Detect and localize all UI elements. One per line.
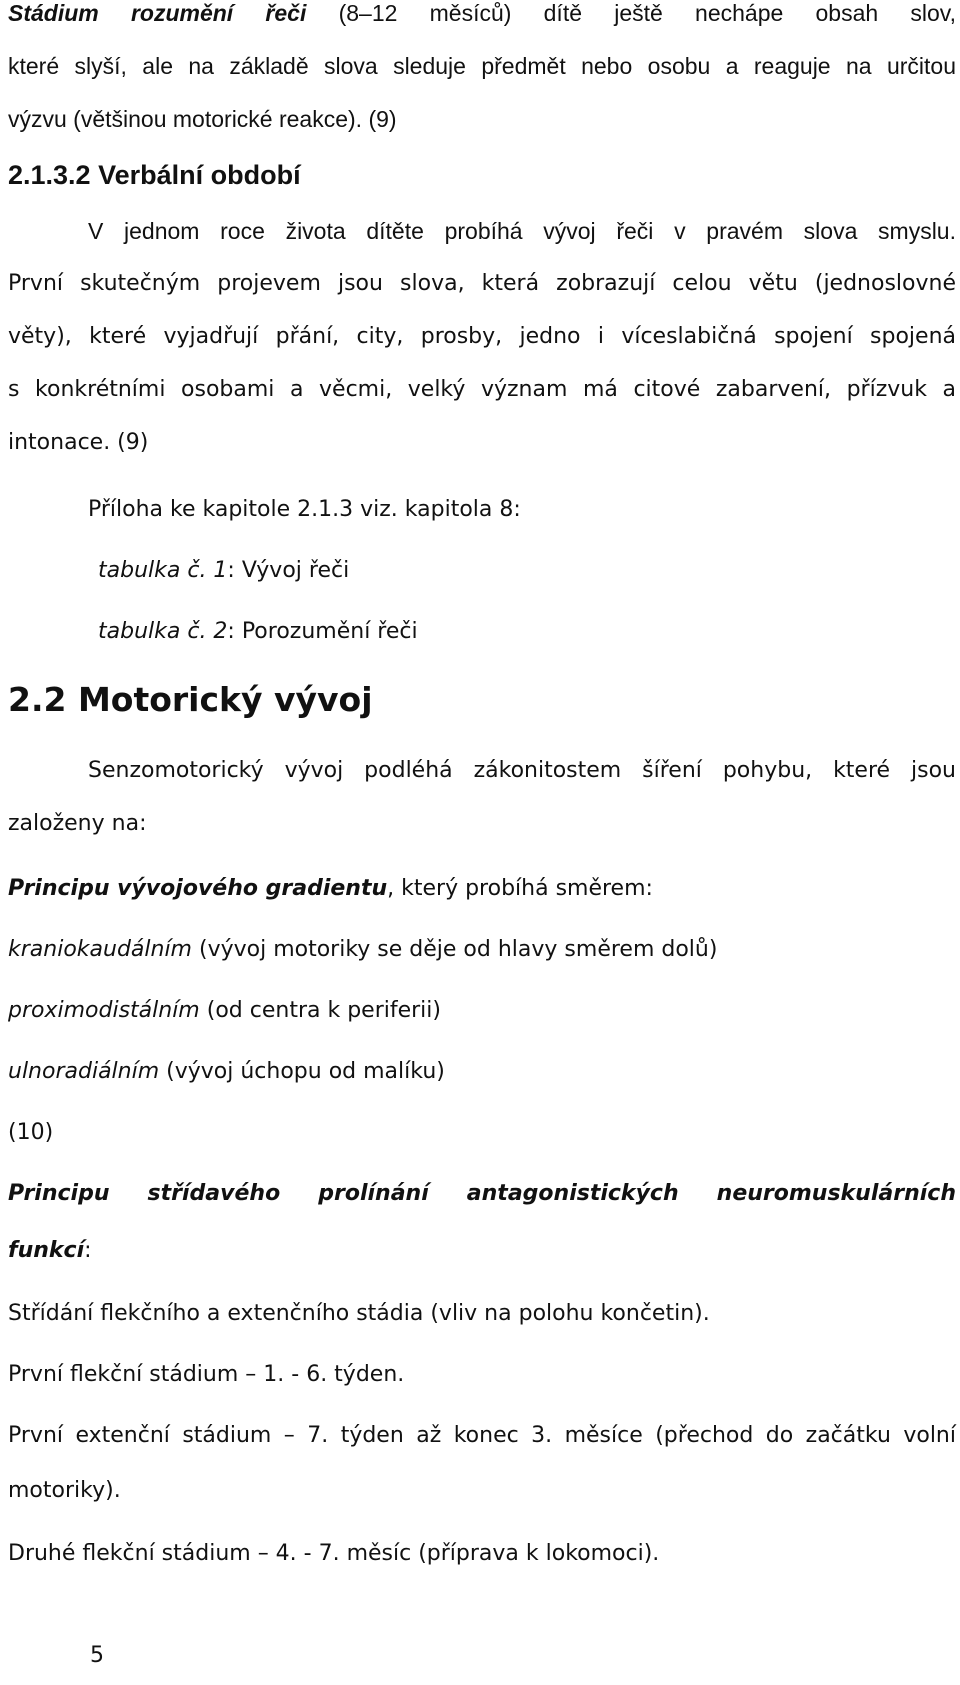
table-reference-2: tabulka č. 2: Porozumění řeči — [98, 619, 418, 644]
direction-item: ulnoradiálním (vývoj úchopu od malíku) — [8, 1059, 445, 1084]
term-funkci: funkcí — [8, 1238, 85, 1263]
reference-10: (10) — [8, 1120, 54, 1145]
direction-term: ulnoradiálním — [8, 1059, 160, 1084]
paragraph-verbalni-line5: intonace. (9) — [8, 430, 149, 455]
paragraph-verbalni-line4: s konkrétními osobami a věcmi, velký význam má citové zabarvení, přízvuk a — [8, 377, 956, 402]
table-label-1: tabulka č. 1 — [98, 558, 228, 583]
princip-gradientu: Principu vývojového gradientu, který probíhá směrem: — [8, 876, 653, 901]
paragraph-stadium-line2: které slyší, ale na základě slova sleduje předmět nebo osobu a reaguje na určitou — [8, 53, 956, 79]
direction-item: kraniokaudálním (vývoj motoriky se děje od hlavy směrem dolů) — [8, 937, 718, 962]
paragraph-verbalni-line1: V jednom roce života dítěte probíhá vývoj řeči v pravém slova smyslu. — [88, 218, 956, 244]
paragraph-verbalni-line3: věty), které vyjadřují přání, city, prosby, jedno i víceslabičná spojení spojená — [8, 324, 956, 349]
paragraph-stadium-line3: výzvu (většinou motorické reakce). (9) — [8, 106, 397, 132]
table-reference-1: tabulka č. 1: Vývoj řeči — [98, 558, 350, 583]
paragraph-motoricky-line1: Senzomotorický vývoj podléhá zákonitostem šíření pohybu, které jsou — [88, 758, 956, 783]
table-label-2: tabulka č. 2 — [98, 619, 228, 644]
direction-term: kraniokaudálním — [8, 937, 192, 962]
stadium-item-2-line2: motoriky). — [8, 1478, 121, 1503]
stadium-item-3: Druhé flekční stádium – 4. - 7. měsíc (příprava k lokomoci). — [8, 1541, 660, 1566]
page-number: 5 — [90, 1643, 104, 1668]
term-princip-gradientu: Principu vývojového gradientu — [8, 876, 388, 901]
heading-motoricky-vyvoj: 2.2 Motorický vývoj — [8, 680, 373, 719]
princip-prolinani-line1: Principu střídavého prolínání antagonistických neuromuskulárních — [8, 1181, 956, 1206]
stadium-item-2-line1: První extenční stádium – 7. týden až konec 3. měsíce (přechod do začátku volní — [8, 1423, 956, 1448]
paragraph-verbalni-line2: První skutečným projevem jsou slova, která zobrazují celou větu (jednoslovné — [8, 271, 956, 296]
term-stadium-rozumeni: Stádium rozumění řeči — [8, 0, 307, 26]
paragraph-motoricky-line2: založeny na: — [8, 811, 147, 836]
direction-item: proximodistálním (od centra k periferii) — [8, 998, 441, 1023]
princip-prolinani-line2: funkcí: — [8, 1238, 92, 1263]
document-page — [8, 0, 956, 1685]
stadium-item-1: První flekční stádium – 1. - 6. týden. — [8, 1362, 405, 1387]
heading-verbalni-obdobi: 2.1.3.2 Verbální období — [8, 160, 301, 190]
direction-term: proximodistálním — [8, 998, 200, 1023]
priloha-intro: Příloha ke kapitole 2.1.3 viz. kapitola 8: — [88, 497, 521, 522]
stadia-intro: Střídání flekčního a extenčního stádia (vliv na polohu končetin). — [8, 1301, 710, 1326]
paragraph-stadium-line1: Stádium rozumění řeči (8–12 měsíců) dítě ještě nechápe obsah slov, — [8, 0, 956, 26]
